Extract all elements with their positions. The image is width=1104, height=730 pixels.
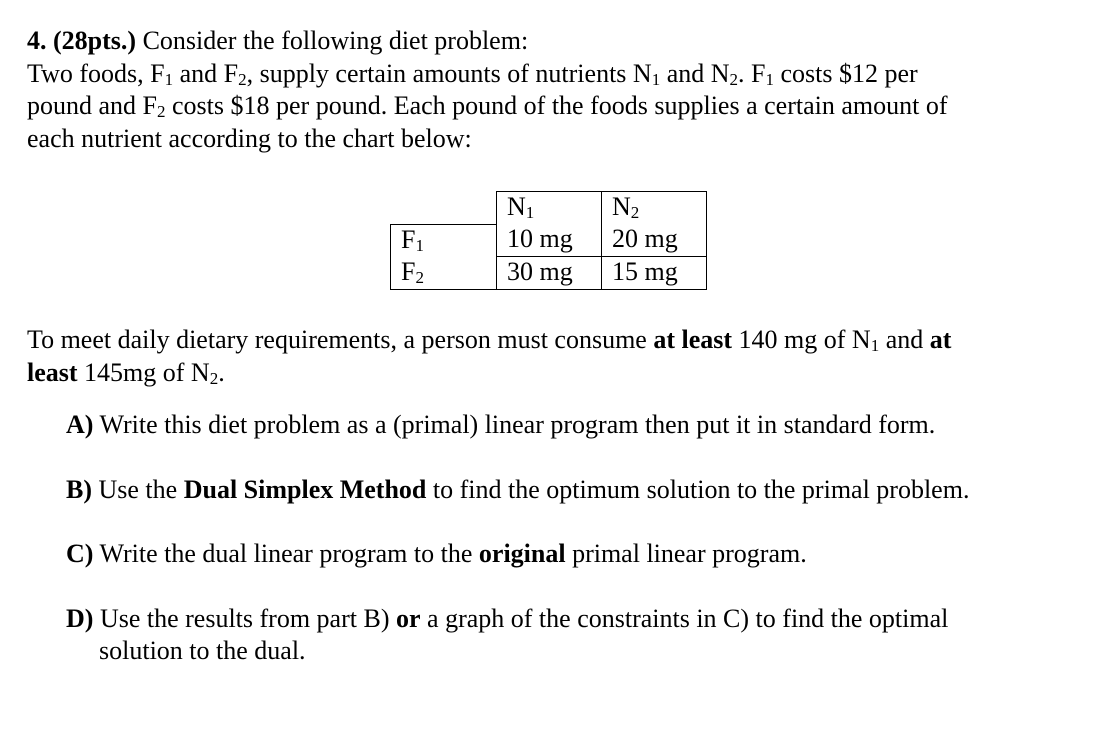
part-d-continuation: solution to the dual. — [99, 636, 306, 665]
table-row — [391, 224, 707, 257]
table-cell: 30 mg — [497, 257, 602, 290]
part-d: D) Use the results from part B) or a graph of the constraints in C) to find the optimal solution to the dual. — [66, 603, 1087, 668]
part-c-label: C) — [66, 539, 94, 568]
part-d-label: D) — [66, 603, 94, 633]
column-header-n1: $N_1$ — [497, 192, 602, 225]
table-cell: 10 mg — [497, 224, 602, 257]
table-row — [391, 257, 707, 290]
nutrient-table-wrapper — [390, 191, 1087, 290]
problem-page — [27, 25, 1087, 700]
column-header-n2: $N_2$ — [602, 192, 707, 225]
table-cell: 15 mg — [602, 257, 707, 290]
daily-requirement-text: To meet daily dietary requirements, a person must consume at least 140 mg of $N_1$ and at least 145mg of $N_2$. — [27, 325, 952, 388]
part-a: A) Write this diet problem as a (primal) linear program then put it in standard form. — [66, 410, 936, 439]
table-corner-cell — [391, 192, 497, 225]
part-b-label: B) — [66, 474, 92, 504]
problem-number: 4. (28pts.) — [27, 26, 137, 55]
row-header-f2: $F_2$ — [391, 257, 497, 290]
table-cell: 20 mg — [602, 224, 707, 257]
row-header-f1: $F_1$ — [391, 224, 497, 257]
nutrient-table — [390, 191, 707, 290]
table-header-row — [391, 192, 707, 225]
question-parts — [27, 409, 1087, 668]
part-a-label: A) — [66, 410, 94, 439]
problem-intro: 4. (28pts.) Consider the following diet problem: Two foods, $F_1$ and $F_2$, supply certain amounts of nutrients $N_1$ and $N_2$. $F_1$ costs $12 per pound and $F_2$ costs $18 per pound. Each pound of the foods supplies a certain amount of each nutrient according to the chart below: — [27, 26, 948, 153]
part-b: B) Use the Dual Simplex Method to find the optimum solution to the primal problem. — [66, 474, 970, 504]
part-c: C) Write the dual linear program to the original primal linear program. — [66, 539, 807, 568]
